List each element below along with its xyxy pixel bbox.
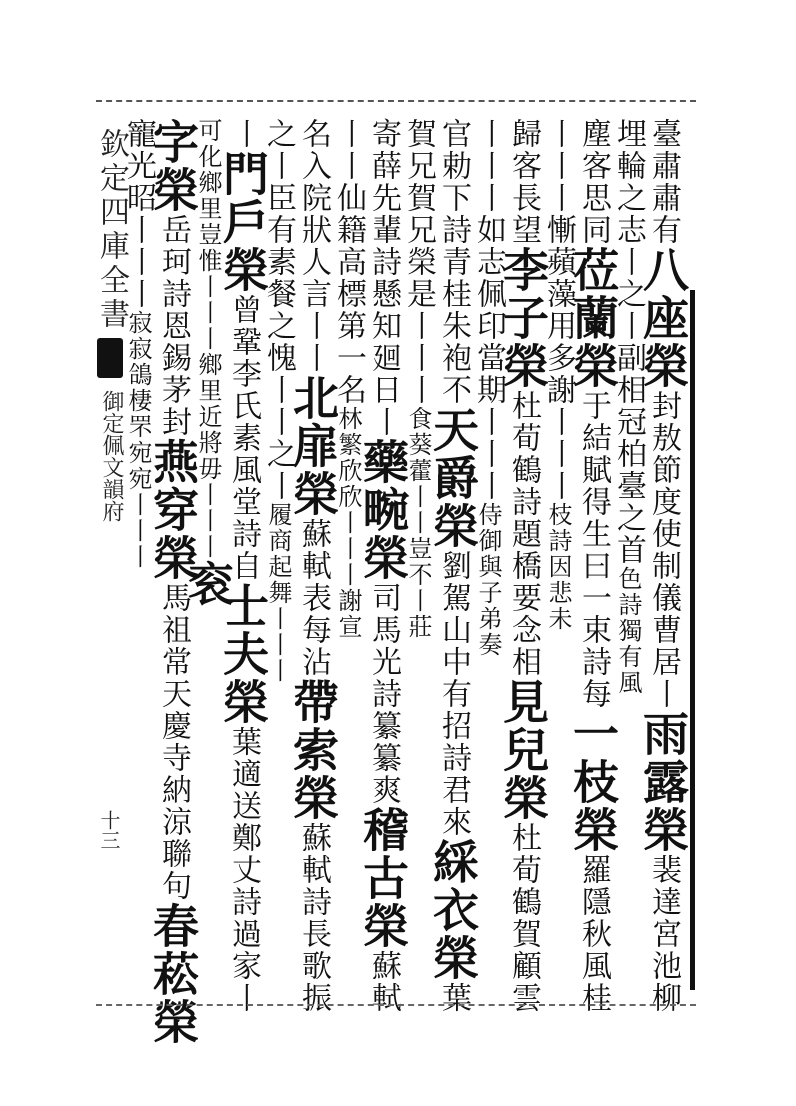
entry-text: 丨丨丨	[471, 118, 506, 214]
entry-text: 寄薛先輩詩懸知廻日丨	[366, 118, 401, 438]
entry-text: 色詩獨有風	[614, 566, 642, 696]
headword: 春菘榮	[146, 902, 200, 1046]
entry-text: 如志佩印當期丨丨丨	[471, 214, 506, 502]
top-border-rule	[96, 100, 696, 102]
entry-text: 可化鄉里豈惟丨丨丨	[194, 118, 222, 352]
headword: 字榮	[146, 118, 200, 214]
entry-text: 裴達宮池柳	[646, 854, 681, 1014]
entry-text: 蘇軾詩長歌振	[296, 822, 331, 1014]
volume-title: 御定佩文韻府	[99, 390, 124, 522]
right-frame-line	[690, 290, 695, 990]
headword: 北扉榮	[286, 374, 340, 518]
page-number: 十三	[97, 810, 121, 850]
headword: 莅蘭榮	[566, 246, 620, 390]
entry-text: 枝詩因悲未	[544, 502, 572, 632]
bottom-border-rule	[96, 1004, 696, 1006]
entry-text: 塵客思同	[576, 118, 611, 246]
entry-text: 寂寂鴿棲罘宛宛丨丨丨	[124, 310, 152, 570]
entry-text: 寵光昭丨丨丨	[121, 118, 156, 310]
headword: 士夫榮	[216, 582, 270, 726]
entry-text: 官勅下詩青桂朱袍不	[436, 118, 471, 406]
entry-text: 岳珂詩恩錫茅封	[156, 214, 191, 438]
entry-text: 丨之丨副相冠柏臺之首	[611, 246, 646, 566]
headword: 燕穿榮	[146, 438, 200, 582]
entry-text: 司馬光詩纂纂爽	[366, 582, 401, 806]
entry-text: 臺肅肅有	[646, 118, 681, 246]
entry-text: 劉駕山中有招詩君來	[436, 550, 471, 838]
headword: 帶索榮	[286, 678, 340, 822]
entry-text: 封敖節度使制儀曹居丨	[646, 390, 681, 710]
entry-text: 食葵藿丨丨豈不丨	[404, 406, 432, 614]
entry-text: 馬祖常天慶寺納涼聯句	[156, 582, 191, 902]
entry-text: 名入院狀人言丨丨	[296, 118, 331, 374]
entry-text: 葉適送鄭丈詩過家	[226, 726, 261, 982]
headword: 見兒榮	[496, 678, 550, 822]
entry-text: 丨丨仙籍高標第一名	[331, 118, 366, 406]
entry-text: 鄉里近將毋丨丨丨	[194, 352, 222, 560]
entry-text: 謝宣	[334, 588, 362, 640]
entry-text: 丨丨丨	[541, 118, 576, 214]
headword: 藥畹榮	[356, 438, 410, 582]
entry-text: 之丨臣有素餐之愧	[261, 118, 296, 374]
entry-text: 丨	[226, 982, 261, 1014]
entry-text: 賀兄賀兄榮是丨丨丨	[401, 118, 436, 406]
entry-text: 蘇軾	[366, 950, 401, 1014]
entry-text: 曾鞏李氏素風堂詩自	[226, 294, 261, 582]
headword: 門戶榮	[216, 150, 270, 294]
headword: 一枝榮	[566, 710, 620, 854]
headword: 天爵榮	[426, 406, 480, 550]
headword: 雨露榮	[636, 710, 690, 854]
entry-text: 莊	[404, 614, 432, 640]
entry-text: 履商起舞丨丨丨	[264, 502, 292, 684]
entry-text: 羅隱秋風桂	[576, 854, 611, 1014]
entry-text: 蘇軾表每沾	[296, 518, 331, 678]
entry-text: 林繁欣欣丨丨丨	[334, 406, 362, 588]
entry-text: 慚蘋藻用多謝丨丨丨	[541, 214, 576, 502]
headword: 李子榮	[496, 246, 550, 390]
entry-text: 埋輪之志	[611, 118, 646, 246]
headword: 衮	[181, 560, 235, 608]
entry-text: 杜荀鶴詩題橋要念相	[506, 390, 541, 678]
book-title: 欽定四庫全書	[94, 128, 129, 332]
entry-text: 葉	[436, 982, 471, 1014]
entry-text: 于結賦得生曰一束詩每	[576, 390, 611, 710]
entry-text: 丨	[226, 118, 261, 150]
headword: 綵衣榮	[426, 838, 480, 982]
headword: 八座榮	[636, 246, 690, 390]
headword: 稽古榮	[356, 806, 410, 950]
entry-text: 丨丨之丨	[261, 374, 296, 502]
text-column	[117, 118, 159, 998]
entry-text: 杜荀鶴賀顧雲	[506, 822, 541, 1014]
entry-text: 歸客長望	[506, 118, 541, 246]
entry-text: 侍御與子弟奏	[474, 502, 502, 658]
